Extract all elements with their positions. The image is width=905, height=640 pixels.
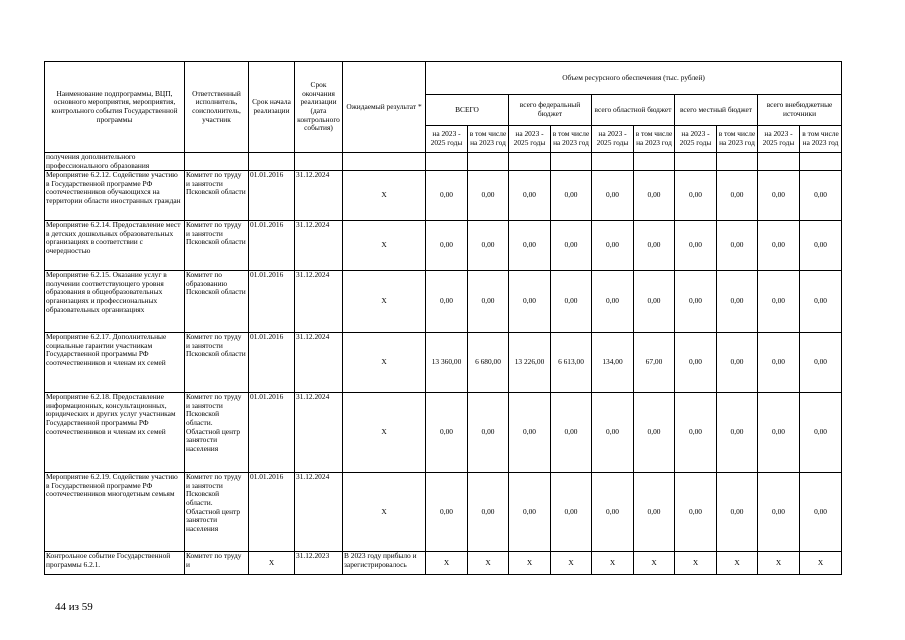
cell-end: 31.12.2024 — [295, 271, 343, 333]
cell-end: 31.12.2023 — [295, 552, 343, 575]
cell-amount: 0,00 — [509, 171, 551, 221]
cell-amount: 0,00 — [717, 271, 758, 333]
cell-amount: 0,00 — [758, 333, 800, 393]
cell-end: 31.12.2024 — [295, 221, 343, 271]
cell-amount: 13 226,00 — [509, 333, 551, 393]
cell-responsible: Комитет по труду и занятости Псковской области — [185, 221, 249, 271]
table-row — [45, 393, 842, 473]
header-resources: Объем ресурсного обеспечения (тыс. рублей) — [426, 62, 842, 95]
cell-amount: 134,00 — [592, 333, 634, 393]
cell-amount: 6 613,00 — [551, 333, 592, 393]
header-start: Срок начала реализации — [249, 62, 295, 153]
cell-amount: 0,00 — [717, 473, 758, 552]
cell-amount: X — [551, 552, 592, 575]
subheader-total: на 2023 - 2025 годы — [592, 126, 634, 153]
cell-amount: 0,00 — [634, 271, 675, 333]
cell-amount: 0,00 — [717, 333, 758, 393]
cell-amount: 0,00 — [509, 473, 551, 552]
header-end: Срок окончания реализации (дата контрольного события) — [295, 62, 343, 153]
cell-end: 31.12.2024 — [295, 393, 343, 473]
table-row — [45, 473, 842, 552]
cell-amount: 67,00 — [634, 333, 675, 393]
cell-amount: 0,00 — [592, 171, 634, 221]
cell-amount: 0,00 — [592, 473, 634, 552]
header-result: Ожидаемый результат * — [343, 62, 426, 153]
subheader-total: на 2023 - 2025 годы — [509, 126, 551, 153]
cell-responsible: Комитет по труду и занятости Псковской области — [185, 171, 249, 221]
cell-name: Мероприятие 6.2.14. Предоставление мест в детских дошкольных образовательных организациях в соответствии с очередностью — [45, 221, 185, 271]
table-row — [45, 333, 842, 393]
cell-amount: 0,00 — [426, 393, 468, 473]
cell-amount: 0,00 — [675, 171, 717, 221]
resource-table — [44, 61, 842, 575]
header-name: Наименование подпрограммы, ВЦП, основного мероприятия, мероприятия, контрольного события Государственной программы — [45, 62, 185, 153]
cell-name: получения дополнительного профессионального образования — [45, 153, 185, 171]
subheader-total: на 2023 - 2025 годы — [758, 126, 800, 153]
subheader-2023: в том числе на 2023 год — [800, 126, 842, 153]
cell-amount: 0,00 — [426, 473, 468, 552]
cell-amount: X — [634, 552, 675, 575]
cell-amount: 0,00 — [426, 171, 468, 221]
subheader-2023: в том числе на 2023 год — [717, 126, 758, 153]
cell-amount: 0,00 — [634, 473, 675, 552]
cell-amount: 0,00 — [758, 171, 800, 221]
cell-amount: 0,00 — [634, 221, 675, 271]
cell-end: 31.12.2024 — [295, 473, 343, 552]
cell-result: В 2023 году прибыло и зарегистрировалось — [343, 552, 426, 575]
cell-amount: 6 680,00 — [468, 333, 509, 393]
header-group-extrabudget: всего внебюджетные источники — [758, 95, 842, 126]
cell-amount: 0,00 — [551, 171, 592, 221]
cell-amount: 0,00 — [758, 221, 800, 271]
cell-start: 01.01.2016 — [249, 473, 295, 552]
table-row — [45, 271, 842, 333]
cell-amount: X — [675, 552, 717, 575]
header-group-total: ВСЕГО — [426, 95, 509, 126]
table-row — [45, 153, 842, 171]
cell-amount: 0,00 — [675, 271, 717, 333]
cell-start: 01.01.2016 — [249, 271, 295, 333]
cell-amount: 0,00 — [800, 221, 842, 271]
header-group-local: всего местный бюджет — [675, 95, 758, 126]
cell-amount — [551, 153, 592, 171]
cell-start — [249, 153, 295, 171]
cell-amount: 0,00 — [758, 393, 800, 473]
cell-amount: X — [468, 552, 509, 575]
cell-amount: 0,00 — [675, 473, 717, 552]
cell-amount: 0,00 — [592, 393, 634, 473]
cell-responsible — [185, 153, 249, 171]
cell-amount: X — [717, 552, 758, 575]
cell-end — [295, 153, 343, 171]
cell-amount: 0,00 — [634, 393, 675, 473]
cell-name: Контрольное событие Государственной программы 6.2.1. — [45, 552, 185, 575]
cell-amount: 0,00 — [551, 393, 592, 473]
cell-amount — [675, 153, 717, 171]
cell-amount: 0,00 — [800, 271, 842, 333]
table-row — [45, 171, 842, 221]
cell-amount — [717, 153, 758, 171]
subheader-total: на 2023 - 2025 годы — [675, 126, 717, 153]
subheader-2023: в том числе на 2023 год — [551, 126, 592, 153]
cell-responsible: Комитет по труду и занятости Псковской области. Областной центр занятости населения — [185, 393, 249, 473]
cell-result: X — [343, 271, 426, 333]
cell-end: 31.12.2024 — [295, 333, 343, 393]
page-number: 44 из 59 — [55, 601, 93, 613]
cell-amount — [758, 153, 800, 171]
cell-start: 01.01.2016 — [249, 333, 295, 393]
cell-responsible: Комитет по труду и занятости Псковской области. Областной центр занятости населения — [185, 473, 249, 552]
cell-amount: 0,00 — [675, 393, 717, 473]
cell-amount: 0,00 — [592, 221, 634, 271]
cell-responsible: Комитет по образованию Псковской области — [185, 271, 249, 333]
cell-amount: 0,00 — [800, 171, 842, 221]
header-group-regional: всего областной бюджет — [592, 95, 675, 126]
cell-amount: 0,00 — [800, 473, 842, 552]
cell-end: 31.12.2024 — [295, 171, 343, 221]
cell-amount — [634, 153, 675, 171]
cell-start: 01.01.2016 — [249, 171, 295, 221]
cell-amount: X — [426, 552, 468, 575]
cell-name: Мероприятие 6.2.12. Содействие участию в Государственной программе РФ соотечественников обучающихся на территории области иностранных граждан — [45, 171, 185, 221]
cell-start: 01.01.2016 — [249, 393, 295, 473]
cell-amount: 0,00 — [509, 271, 551, 333]
cell-amount — [468, 153, 509, 171]
cell-amount: 0,00 — [592, 271, 634, 333]
table-row — [45, 552, 842, 575]
table-row — [45, 221, 842, 271]
cell-amount: 0,00 — [634, 171, 675, 221]
subheader-2023: в том числе на 2023 год — [634, 126, 675, 153]
cell-result: X — [343, 473, 426, 552]
cell-amount: 0,00 — [551, 271, 592, 333]
cell-amount: 0,00 — [717, 393, 758, 473]
cell-amount: 0,00 — [758, 473, 800, 552]
cell-amount: 0,00 — [551, 473, 592, 552]
cell-amount: 0,00 — [675, 333, 717, 393]
cell-result: X — [343, 393, 426, 473]
cell-amount — [800, 153, 842, 171]
cell-amount: 0,00 — [800, 393, 842, 473]
header-responsible: Ответственный исполнитель, соисполнитель, участник — [185, 62, 249, 153]
cell-name: Мероприятие 6.2.15. Оказание услуг в получении соответствующего уровня образования в общеобразовательных организациях и профессиональных образовательных организациях — [45, 271, 185, 333]
cell-amount: 0,00 — [468, 221, 509, 271]
header-group-federal: всего федеральный бюджет — [509, 95, 592, 126]
cell-amount — [509, 153, 551, 171]
cell-responsible: Комитет по труду и — [185, 552, 249, 575]
cell-amount: X — [800, 552, 842, 575]
cell-responsible: Комитет по труду и занятости Псковской области — [185, 333, 249, 393]
subheader-total: на 2023 - 2025 годы — [426, 126, 468, 153]
cell-amount: 0,00 — [551, 221, 592, 271]
cell-amount: 0,00 — [468, 171, 509, 221]
cell-amount: 13 360,00 — [426, 333, 468, 393]
cell-amount: 0,00 — [426, 221, 468, 271]
cell-name: Мероприятие 6.2.17. Дополнительные социальные гарантии участникам Государственной программы РФ соотечественников и членам их семей — [45, 333, 185, 393]
cell-amount: X — [509, 552, 551, 575]
cell-start: 01.01.2016 — [249, 221, 295, 271]
cell-amount: 0,00 — [675, 221, 717, 271]
cell-amount: 0,00 — [717, 171, 758, 221]
cell-start: X — [249, 552, 295, 575]
cell-amount: 0,00 — [509, 393, 551, 473]
cell-amount: 0,00 — [758, 271, 800, 333]
cell-amount: 0,00 — [426, 271, 468, 333]
cell-amount: 0,00 — [468, 393, 509, 473]
cell-amount: 0,00 — [468, 271, 509, 333]
cell-name: Мероприятие 6.2.19. Содействие участию в Государственной программе РФ соотечественников многодетным семьям — [45, 473, 185, 552]
cell-amount: 0,00 — [468, 473, 509, 552]
cell-amount: 0,00 — [509, 221, 551, 271]
cell-amount: 0,00 — [800, 333, 842, 393]
cell-result: X — [343, 171, 426, 221]
cell-amount: 0,00 — [717, 221, 758, 271]
cell-name: Мероприятие 6.2.18. Предоставление информационных, консультационных, юридических и других услуг участникам Государственной программы РФ соотечественников и членам их семей — [45, 393, 185, 473]
table-body — [45, 153, 842, 575]
cell-amount: X — [592, 552, 634, 575]
cell-amount — [426, 153, 468, 171]
subheader-2023: в том числе на 2023 год — [468, 126, 509, 153]
cell-amount — [592, 153, 634, 171]
cell-result: X — [343, 221, 426, 271]
cell-amount: X — [758, 552, 800, 575]
cell-result — [343, 153, 426, 171]
cell-result: X — [343, 333, 426, 393]
